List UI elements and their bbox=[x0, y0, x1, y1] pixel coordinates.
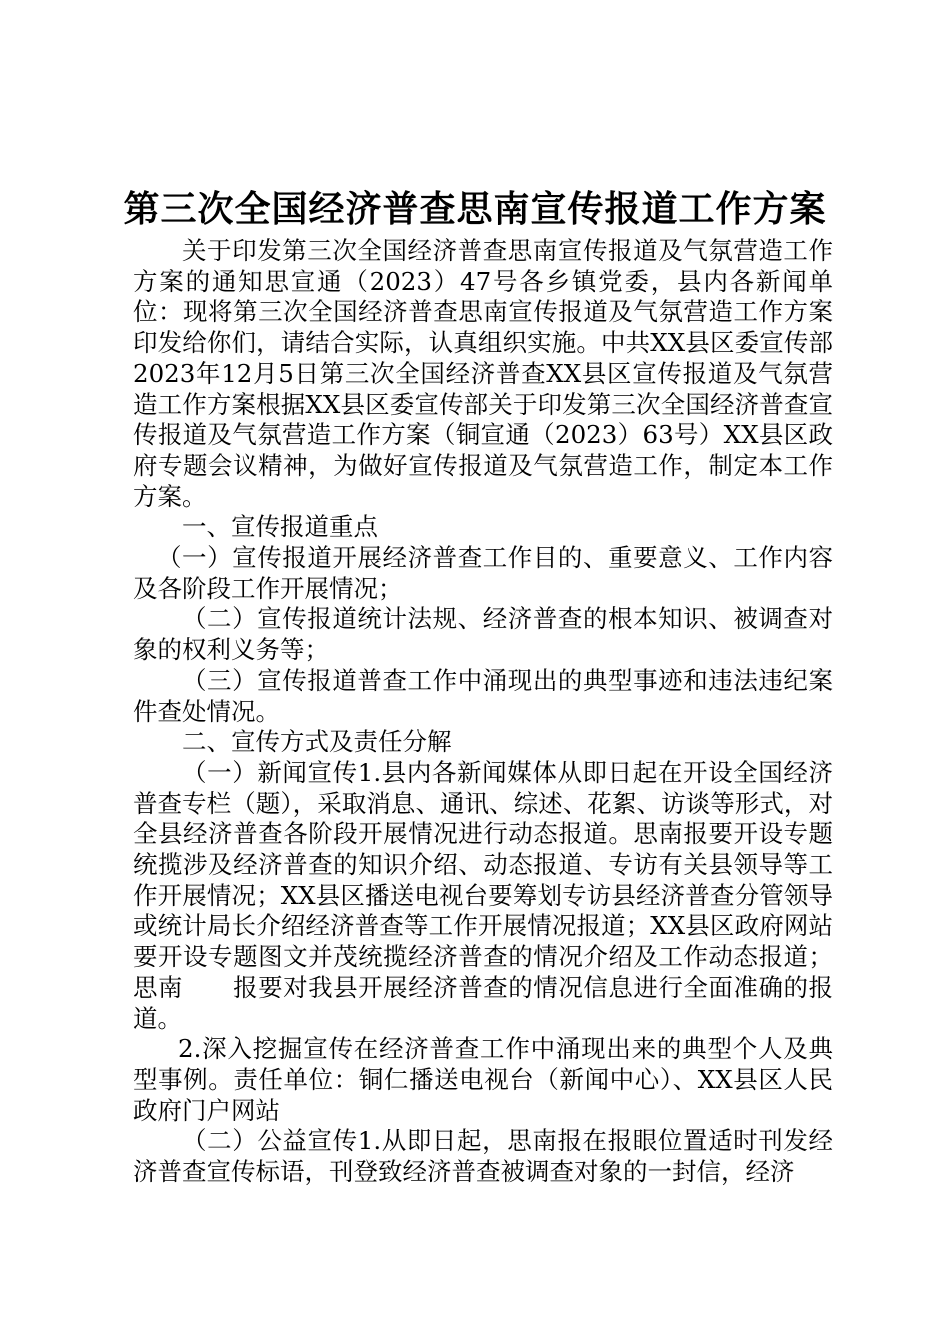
paragraph-intro: 关于印发第三次全国经济普查思南宣传报道及气氛营造工作方案的通知思宣通（2023）47号各乡镇党委，县内各新闻单位：现将第三次全国经济普查思南宣传报道及气氛营造工作方案印发给你们，请结合实际，认真组织实施。中共XX县区委宣传部2023年12月5日第三次全国经济普查XX县区宣传报道及气氛营造工作方案根据XX县区委宣传部关于印发第三次全国经济普查宣传报道及气氛营造工作方案（铜宣通（2023）63号）XX县区政府专题会议精神，为做好宣传报道及气氛营造工作，制定本工作方案。 bbox=[133, 236, 833, 511]
document-body bbox=[133, 236, 833, 1188]
paragraph-item-1-1: （一）宣传报道开展经济普查工作目的、重要意义、工作内容及各阶段工作开展情况； bbox=[133, 543, 833, 603]
heading-section-1: 一、宣传报道重点 bbox=[182, 512, 378, 542]
paragraph-typical-cases: 2.深入挖掘宣传在经济普查工作中涌现出来的典型个人及典型事例。责任单位：铜仁播送电视台（新闻中心）、XX县区人民政府门户网站 bbox=[133, 1034, 833, 1125]
paragraph-item-1-3: （三）宣传报道普查工作中涌现出的典型事迹和违法违纪案件查处情况。 bbox=[133, 665, 833, 726]
document-title: 第三次全国经济普查思南宣传报道工作方案 bbox=[123, 188, 827, 230]
paragraph-public-publicity: （二）公益宣传1.从即日起，思南报在报眼位置适时刊发经济普查宣传标语，刊登致经济普查被调查对象的一封信，经济 bbox=[133, 1126, 833, 1187]
paragraph-news-publicity: （一）新闻宣传1.县内各新闻媒体从即日起在开设全国经济普查专栏（题），采取消息、通讯、综述、花絮、访谈等形式，对全县经济普查各阶段开展情况进行动态报道。思南报要开设专题统揽涉及经济普查的知识介绍、动态报道、专访有关县领导等工作开展情况；XX县区播送电视台要筹划专访县经济普查分管领导或统计局长介绍经济普查等工作开展情况报道；XX县区政府网站要开设专题图文并茂统揽经济普查的情况介绍及工作动态报道；思南 报要对我县开展经济普查的情况信息进行全面准确的报道。 bbox=[133, 757, 833, 1033]
paragraph-item-1-2: （二）宣传报道统计法规、经济普查的根本知识、被调查对象的权利义务等； bbox=[133, 604, 833, 665]
heading-section-2: 二、宣传方式及责任分解 bbox=[182, 727, 452, 757]
